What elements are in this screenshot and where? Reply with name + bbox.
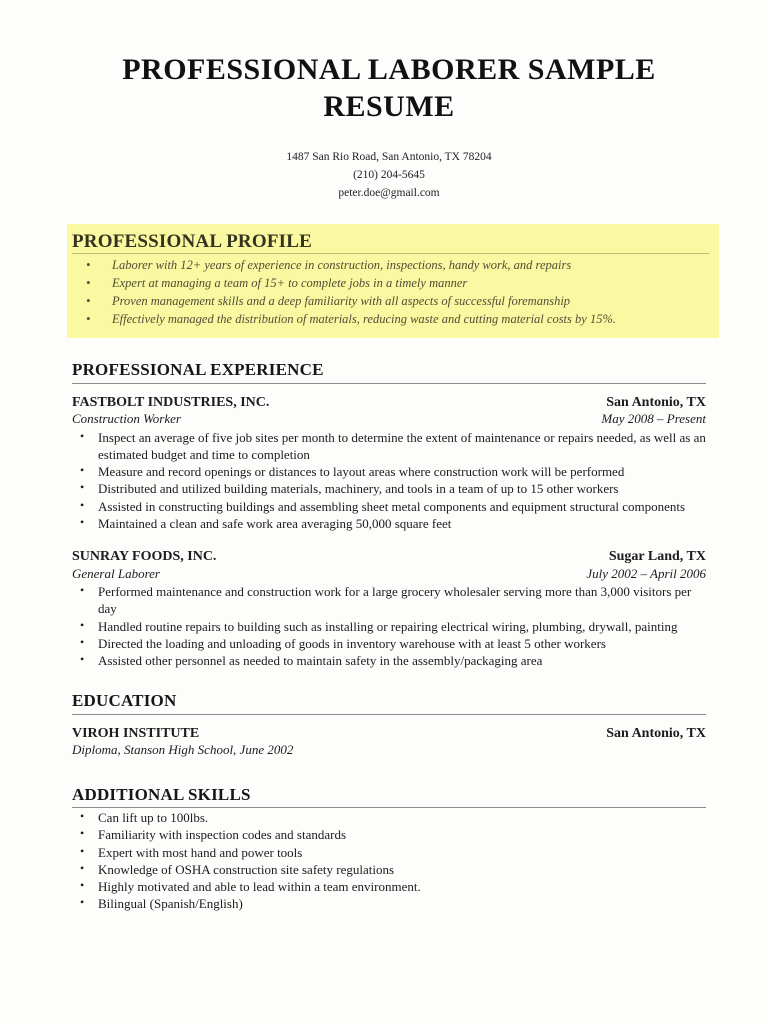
- professional-profile-bullets: [72, 257, 709, 328]
- skills-list: [72, 809, 706, 913]
- profile-bullet: • Effectively managed the distribution of materials, reducing waste and cutting material costs by 15%.: [72, 311, 709, 329]
- job-header-row: [72, 394, 706, 412]
- school-name: VIROH INSTITUTE: [72, 725, 200, 741]
- education-detail: Diploma, Stanson High School, June 2002: [72, 742, 294, 758]
- job-dates: July 2002 – April 2006: [586, 565, 706, 581]
- job-subheader-row: [72, 566, 706, 582]
- contact-block: [72, 149, 706, 202]
- job-role: General Laborer: [72, 565, 160, 581]
- job-bullet: • Measure and record openings or distances to layout areas where construction work will be performed: [72, 463, 706, 480]
- education-heading: EDUCATION: [72, 691, 706, 714]
- professional-experience-section: [72, 360, 706, 669]
- page-title: [72, 52, 706, 125]
- contact-address: 1487 San Rio Road, San Antonio, TX 78204: [286, 151, 492, 164]
- job-bullet: • Maintained a clean and safe work area averaging 50,000 square feet: [72, 515, 706, 532]
- job-bullets: [72, 583, 706, 669]
- job-bullet: • Directed the loading and unloading of goods in inventory warehouse with at least 5 other workers: [72, 635, 706, 652]
- job-bullets: [72, 429, 706, 533]
- school-location: San Antonio, TX: [606, 725, 706, 741]
- additional-skills-heading: ADDITIONAL SKILLS: [72, 785, 706, 808]
- skill-bullet: • Knowledge of OSHA construction site safety regulations: [72, 861, 706, 878]
- job-bullet: • Distributed and utilized building materials, machinery, and tools in a team of up to 15 other workers: [72, 480, 706, 497]
- contact-phone: (210) 204-5645: [353, 169, 425, 181]
- skill-bullet: • Expert with most hand and power tools: [72, 844, 706, 861]
- skill-bullet: • Highly motivated and able to lead within a team environment.: [72, 878, 706, 895]
- company-name: FASTBOLT INDUSTRIES, INC.: [72, 394, 270, 410]
- professional-profile-section: [67, 224, 719, 339]
- job-bullet: • Assisted in constructing buildings and assembling sheet metal components and equipment structural components: [72, 498, 706, 515]
- education-header-row: [72, 725, 706, 743]
- professional-experience-heading: PROFESSIONAL EXPERIENCE: [72, 360, 706, 383]
- page-title-line-2: RESUME: [323, 89, 455, 123]
- company-name: SUNRAY FOODS, INC.: [72, 549, 217, 565]
- skill-bullet: • Bilingual (Spanish/English): [72, 895, 706, 912]
- job-header-row: [72, 548, 706, 566]
- job-entry-fastbolt: [72, 394, 706, 532]
- job-bullet: • Inspect an average of five job sites per month to determine the extent of maintenance or repairs needed, as well as an estimated budget and time to completion: [72, 429, 706, 464]
- job-subheader-row: [72, 411, 706, 427]
- job-entry-sunray: [72, 548, 706, 669]
- job-role: Construction Worker: [72, 411, 181, 427]
- page-title-line-1: PROFESSIONAL LABORER SAMPLE: [122, 53, 656, 86]
- profile-bullet: • Proven management skills and a deep familiarity with all aspects of successful foremanship: [72, 293, 709, 311]
- skill-bullet: • Can lift up to 100lbs.: [72, 809, 706, 826]
- education-section: [72, 691, 706, 758]
- job-dates: May 2008 – Present: [601, 411, 706, 427]
- contact-email: peter.doe@gmail.com: [338, 186, 440, 199]
- profile-bullet: • Laborer with 12+ years of experience in construction, inspections, handy work, and repairs: [72, 257, 709, 275]
- job-bullet: • Handled routine repairs to building such as installing or repairing electrical wiring, plumbing, drywall, painting: [72, 618, 706, 635]
- profile-bullet: • Expert at managing a team of 15+ to complete jobs in a timely manner: [72, 275, 709, 293]
- company-location: San Antonio, TX: [606, 394, 706, 410]
- job-bullet: • Performed maintenance and construction work for a large grocery wholesaler serving more than 3,000 visitors per day: [72, 583, 706, 618]
- additional-skills-section: [72, 785, 706, 913]
- company-location: Sugar Land, TX: [608, 549, 706, 565]
- professional-profile-heading: PROFESSIONAL PROFILE: [72, 231, 709, 255]
- education-entry: [72, 725, 706, 759]
- job-bullet: • Assisted other personnel as needed to maintain safety in the assembly/packaging area: [72, 652, 706, 669]
- skill-bullet: • Familiarity with inspection codes and standards: [72, 826, 706, 843]
